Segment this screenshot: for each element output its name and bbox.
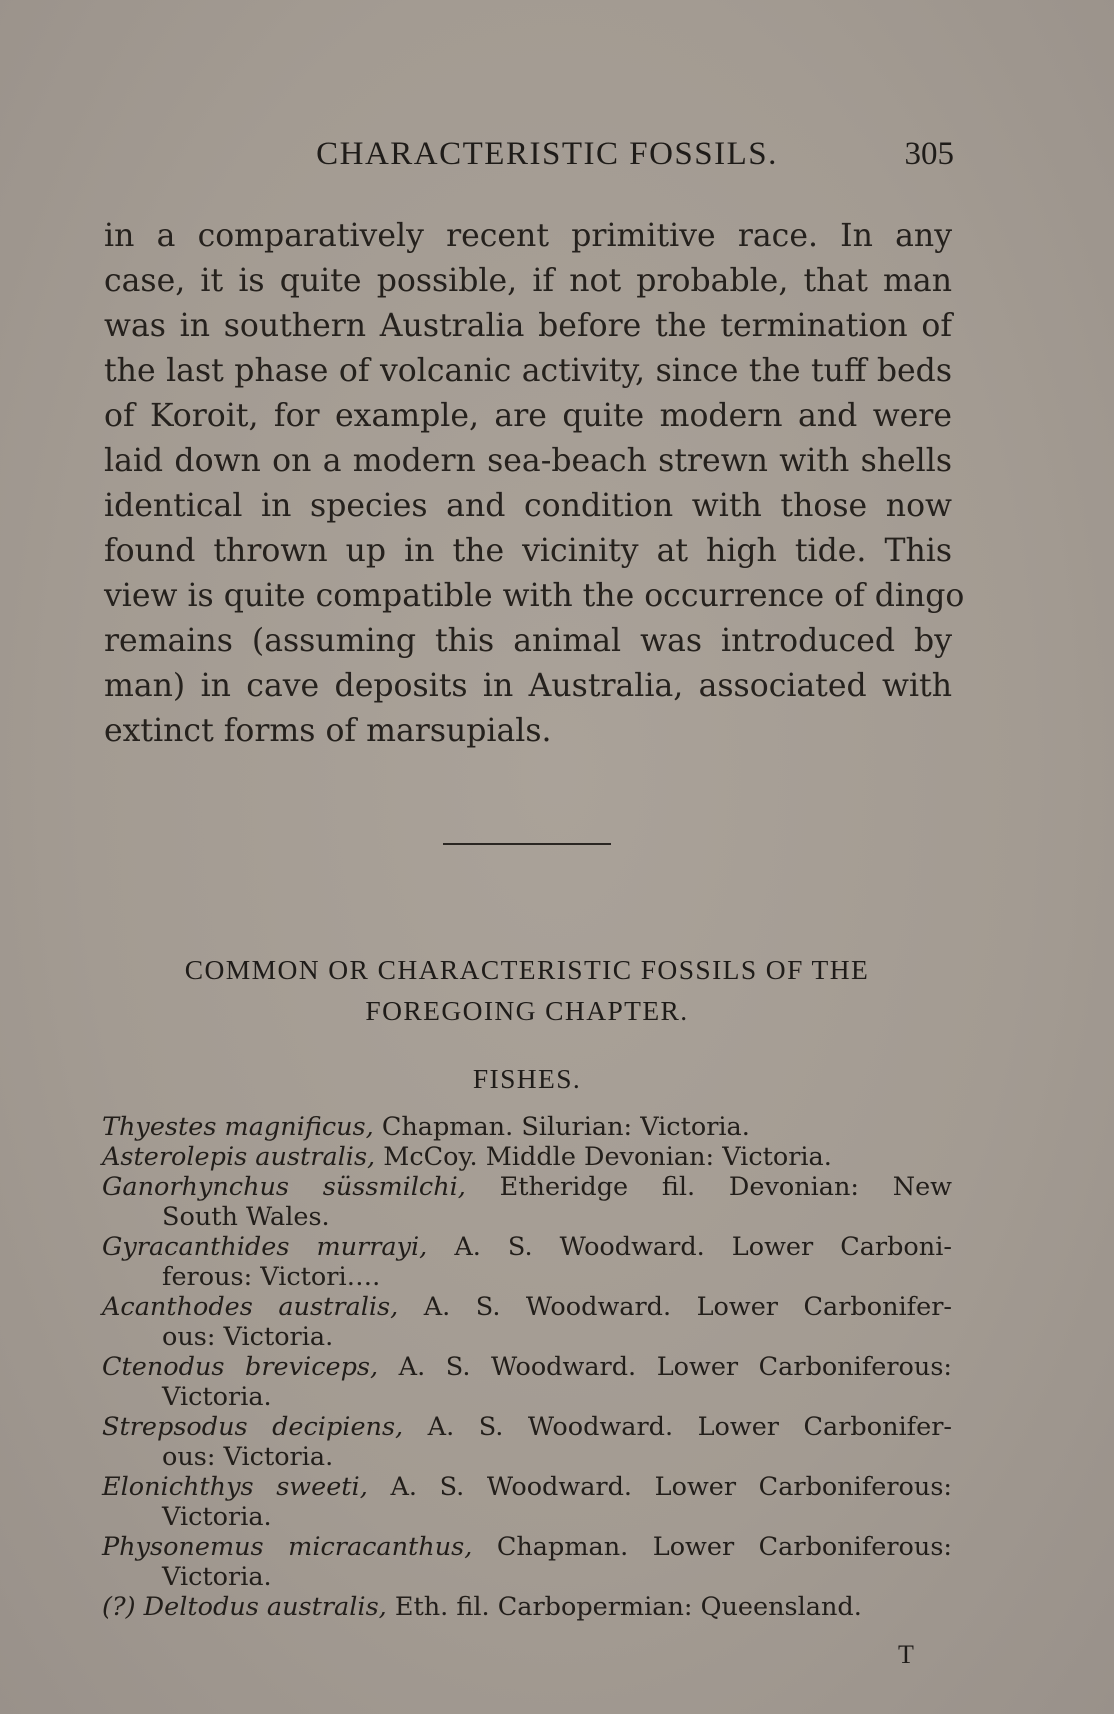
- entry-continuation: ous: Victoria.: [162, 1322, 334, 1352]
- body-line: view is quite compatible with the occurrence of dingo: [104, 578, 965, 614]
- taxon-name: Gyracanthides murrayi,: [102, 1232, 428, 1262]
- body-line: laid down on a modern sea-beach strewn with shells: [104, 443, 952, 479]
- page-number: 305: [904, 136, 954, 172]
- entry-details: Eth. fil. Carbopermian: Queensland.: [386, 1592, 862, 1622]
- entry-continuation: Victoria.: [162, 1502, 272, 1532]
- body-line: was in southern Australia before the termination of: [104, 308, 952, 344]
- entry-details: Chapman. Silurian: Victoria.: [373, 1112, 750, 1142]
- fossil-entry: [102, 1472, 952, 1532]
- entry-details: A. S. Woodward. Lower Carboni-: [427, 1232, 952, 1262]
- entry-details: Chapman. Lower Carboniferous:: [472, 1532, 953, 1562]
- body-line: extinct forms of marsupials.: [104, 713, 552, 749]
- taxon-name: Ctenodus breviceps,: [102, 1352, 379, 1382]
- section-title-line: COMMON OR CHARACTERISTIC FOSSILS OF THE: [184, 954, 870, 985]
- taxon-name: Thyestes magnificus,: [102, 1112, 374, 1142]
- entry-details: Etheridge fil. Devonian: New: [465, 1172, 952, 1202]
- entry-details: A. S. Woodward. Lower Carbonifer-: [403, 1412, 952, 1442]
- body-line: found thrown up in the vicinity at high tide. This: [104, 533, 952, 569]
- entry-details: A. S. Woodward. Lower Carboniferous:: [378, 1352, 953, 1382]
- body-paragraph: [104, 214, 965, 754]
- fossil-list: [102, 1112, 952, 1622]
- body-line: identical in species and condition with those now: [104, 488, 952, 524]
- entry-continuation: South Wales.: [162, 1202, 330, 1232]
- taxon-name: (?) Deltodus australis,: [102, 1592, 387, 1622]
- section-title-line: FOREGOING CHAPTER.: [365, 995, 689, 1026]
- fossil-entry: [102, 1232, 952, 1292]
- fossil-entry: [102, 1172, 952, 1232]
- subsection-title: FISHES.: [472, 1063, 582, 1094]
- signature-mark: T: [898, 1640, 914, 1669]
- body-line: remains (assuming this animal was introduced by: [104, 623, 952, 659]
- body-line: of Koroit, for example, are quite modern and were: [104, 398, 952, 434]
- entry-details: A. S. Woodward. Lower Carboniferous:: [367, 1472, 953, 1502]
- body-line: in a comparatively recent primitive race. In any: [104, 218, 952, 254]
- running-title: CHARACTERISTIC FOSSILS.: [316, 136, 778, 172]
- section-divider: [443, 843, 611, 845]
- fossil-entry: [102, 1592, 952, 1622]
- fossil-entry: [102, 1142, 952, 1172]
- taxon-name: Acanthodes australis,: [102, 1292, 399, 1322]
- entry-continuation: ferous: Victori….: [162, 1262, 381, 1292]
- taxon-name: Asterolepis australis,: [102, 1142, 376, 1172]
- entry-continuation: ous: Victoria.: [162, 1442, 334, 1472]
- entry-continuation: Victoria.: [162, 1382, 272, 1412]
- taxon-name: Physonemus micracanthus,: [102, 1532, 473, 1562]
- fossil-entry: [102, 1352, 952, 1412]
- body-line: the last phase of volcanic activity, since the tuff beds: [104, 353, 952, 389]
- entry-details: A. S. Woodward. Lower Carbonifer-: [398, 1292, 952, 1322]
- body-line: case, it is quite possible, if not probable, that man: [104, 263, 952, 299]
- running-head: [100, 136, 954, 180]
- fossil-entry: [102, 1112, 952, 1142]
- entry-details: McCoy. Middle Devonian: Victoria.: [375, 1142, 832, 1172]
- fossil-entry: [102, 1412, 952, 1472]
- body-line: man) in cave deposits in Australia, associated with: [104, 668, 952, 704]
- entry-continuation: Victoria.: [162, 1562, 272, 1592]
- taxon-name: Strepsodus decipiens,: [102, 1412, 404, 1442]
- taxon-name: Elonichthys sweeti,: [102, 1472, 368, 1502]
- fossil-entry: [102, 1292, 952, 1352]
- section-title: [100, 949, 954, 1031]
- fossil-entry: [102, 1532, 952, 1592]
- taxon-name: Ganorhynchus süssmilchi,: [102, 1172, 466, 1202]
